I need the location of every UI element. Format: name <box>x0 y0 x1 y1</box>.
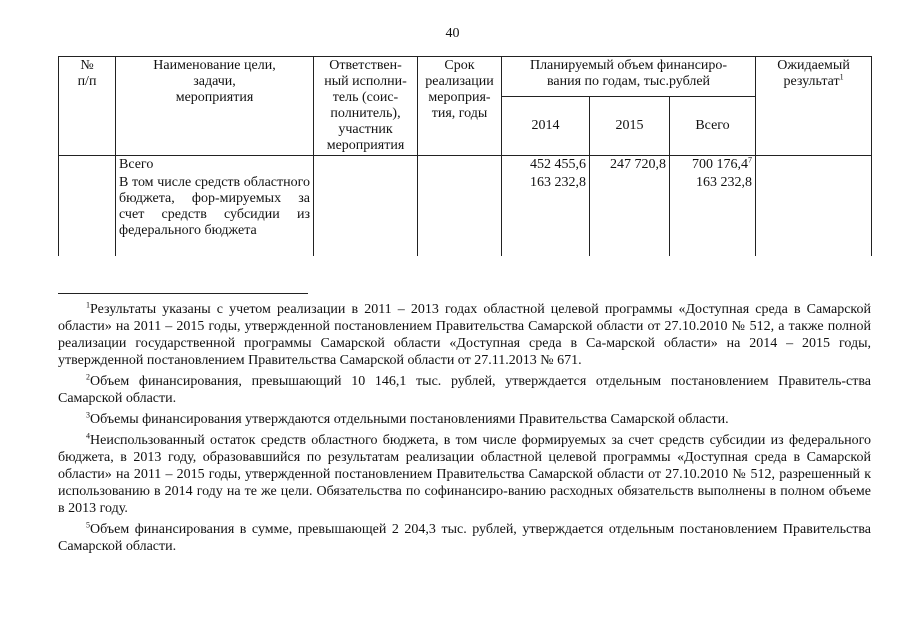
footnote-3: $^3$Объемы финансирования утверждаются отдельными постановлениями Правительства Самарской области. <box>86 410 729 427</box>
header-name: Наименование цели, задачи, мероприятия <box>116 57 314 156</box>
footnote-5: $^5$Объем финансирования в сумме, превышающей 2 204,3 тыс. рублей, утверждается отдельным постановлением Правительства Самарской области. <box>58 520 871 554</box>
header-total: Всего <box>670 97 756 156</box>
cell-2014: 163 232,8 <box>502 174 590 256</box>
cell-2014: 452 455,6 <box>502 156 590 175</box>
cell-total: 700 176,4$^7$ <box>670 156 756 175</box>
footnote-4: $^4$Неиспользованный остаток средств областного бюджета, в том числе формируемых за счет средств субсидии из федерального бюджета, в 2013 году, образовавшийся по результатам реализации областной целевой программы «Доступная среда в Самарской области» на 2011 – 2015 годы, утвержденной постановлением Правительства Самарской области от 27.10.2010 № 512, разрешенный к использованию в 2014 году на те же цели. Обязательства по софинансиро-ванию расходных обязательств выполнены в полном объеме в 2013 году. <box>58 431 871 516</box>
header-term: Срок реализации мероприя- тия, годы <box>418 57 502 156</box>
header-year-2015: 2015 <box>590 97 670 156</box>
cell-2015: 247 720,8 <box>590 156 670 175</box>
table-row-total <box>59 156 872 175</box>
header-funding: Планируемый объем финансиро- вания по годам, тыс.рублей <box>502 57 756 97</box>
header-year-2014: 2014 <box>502 97 590 156</box>
funding-table <box>58 56 872 256</box>
footnote-separator <box>58 293 308 294</box>
header-executor: Ответствен- ный исполни- тель (соис- полнитель), участник мероприятия <box>314 57 418 156</box>
footnote-1: $^1$Результаты указаны с учетом реализации в 2011 – 2013 годах областной целевой программы «Доступная среда в Самарской области» на 2011 – 2015 годы, утвержденной постановлением Правительства Самарской области от 27.10.2010 № 512, а также полной реализации государственной программы Самарской области «Доступная среда в Са-марской области» на 2014 – 2015 годы, утвержденной постановлением Правительства Самарской области от 27.11.2013 № 671. <box>58 300 871 368</box>
header-result: Ожидаемый результат$^1$ <box>756 57 872 156</box>
row-label: В том числе средств областного бюджета, фор-мируемых за счет средств субсидии из федерального бюджета <box>116 174 314 256</box>
cell-total: 163 232,8 <box>670 174 756 256</box>
table-row-regional-budget <box>59 174 872 256</box>
row-label: Всего <box>116 156 314 175</box>
footnote-2: $^2$Объем финансирования, превышающий 10 146,1 тыс. рублей, утверждается отдельным постановлением Правитель-ства Самарской области. <box>58 372 871 406</box>
cell-2015 <box>590 174 670 256</box>
header-num: № п/п <box>59 57 116 156</box>
footnotes <box>58 301 871 559</box>
page-number: 40 <box>445 26 460 41</box>
